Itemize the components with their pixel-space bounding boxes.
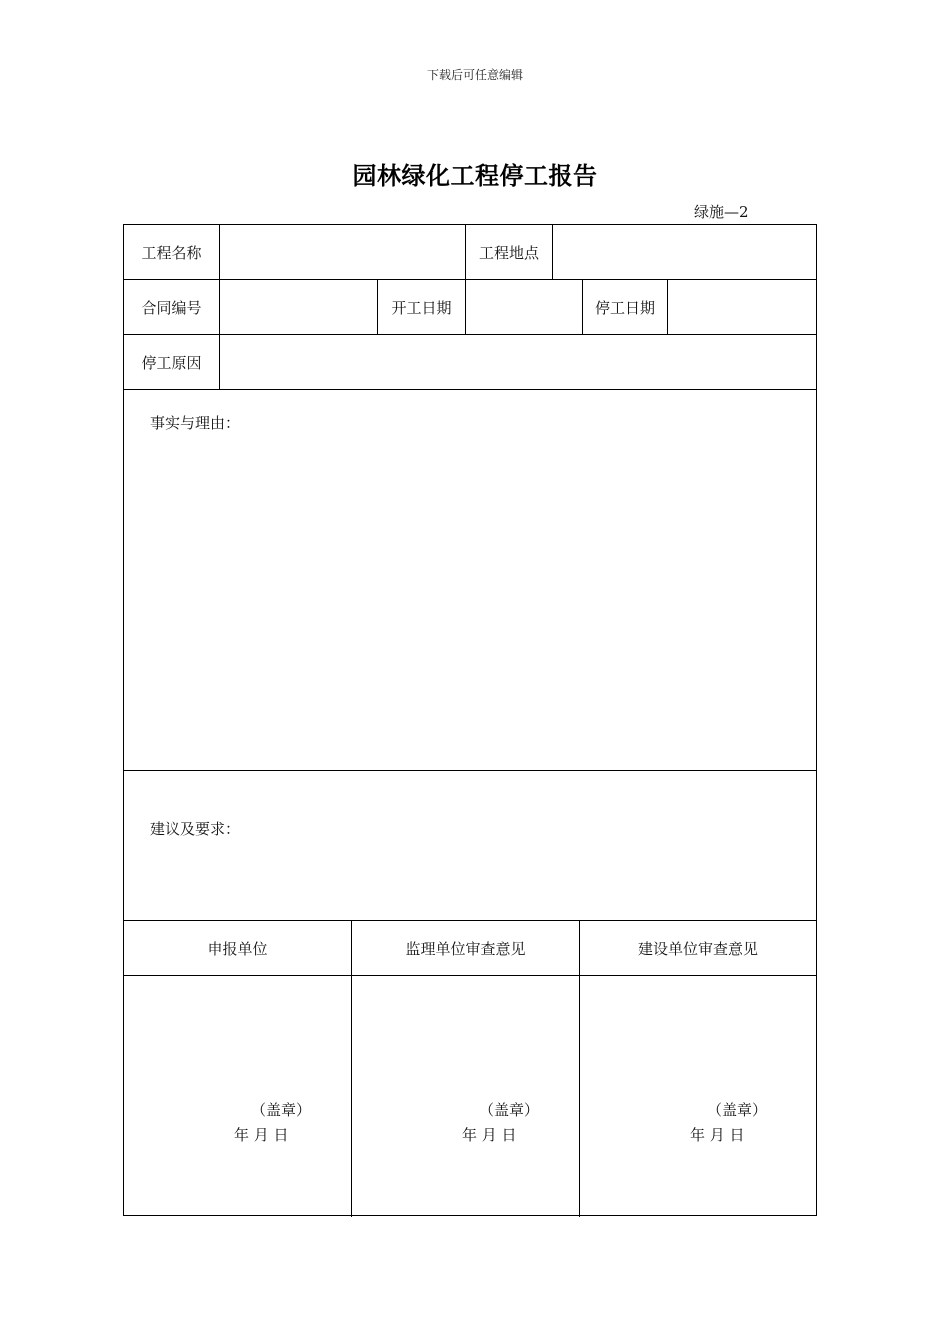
applicant-opinion-box[interactable] xyxy=(124,976,351,1216)
supervisor-review-header: 监理单位审查意见 xyxy=(405,939,526,958)
form-code: 绿施—2 xyxy=(694,203,749,221)
owner-date-text: 年 月 日 xyxy=(690,1126,745,1144)
contract-no-field[interactable] xyxy=(220,280,377,334)
project-name-field[interactable] xyxy=(220,225,465,279)
contract-no-label: 合同编号 xyxy=(141,298,202,317)
start-date-label: 开工日期 xyxy=(391,298,452,317)
stop-work-report-form xyxy=(123,224,817,1216)
header-note: 下载后可任意编辑 xyxy=(426,68,523,82)
stop-date-field[interactable] xyxy=(668,280,816,334)
facts-field[interactable] xyxy=(124,390,816,770)
applicant-seal-text: （盖章） xyxy=(251,1101,312,1119)
stop-reason-label: 停工原因 xyxy=(141,353,202,372)
project-location-label: 工程地点 xyxy=(478,243,539,262)
start-date-field[interactable] xyxy=(466,280,582,334)
facts-label: 事实与理由： xyxy=(150,414,241,432)
page-title: 园林绿化工程停工报告 xyxy=(352,162,598,190)
supervisor-opinion-box[interactable] xyxy=(352,976,579,1216)
owner-review-header: 建设单位审查意见 xyxy=(637,939,758,958)
applicant-header: 申报单位 xyxy=(207,939,268,958)
suggestions-label: 建议及要求： xyxy=(150,820,241,838)
suggestions-field[interactable] xyxy=(124,771,816,920)
stop-date-label: 停工日期 xyxy=(594,298,655,317)
owner-seal-text: （盖章） xyxy=(707,1101,768,1119)
owner-opinion-box[interactable] xyxy=(580,976,816,1216)
applicant-date-text: 年 月 日 xyxy=(234,1126,289,1144)
project-location-field[interactable] xyxy=(553,225,816,279)
supervisor-seal-text: （盖章） xyxy=(479,1101,540,1119)
supervisor-date-text: 年 月 日 xyxy=(462,1126,517,1144)
stop-reason-field[interactable] xyxy=(220,335,816,389)
project-name-label: 工程名称 xyxy=(141,243,202,262)
